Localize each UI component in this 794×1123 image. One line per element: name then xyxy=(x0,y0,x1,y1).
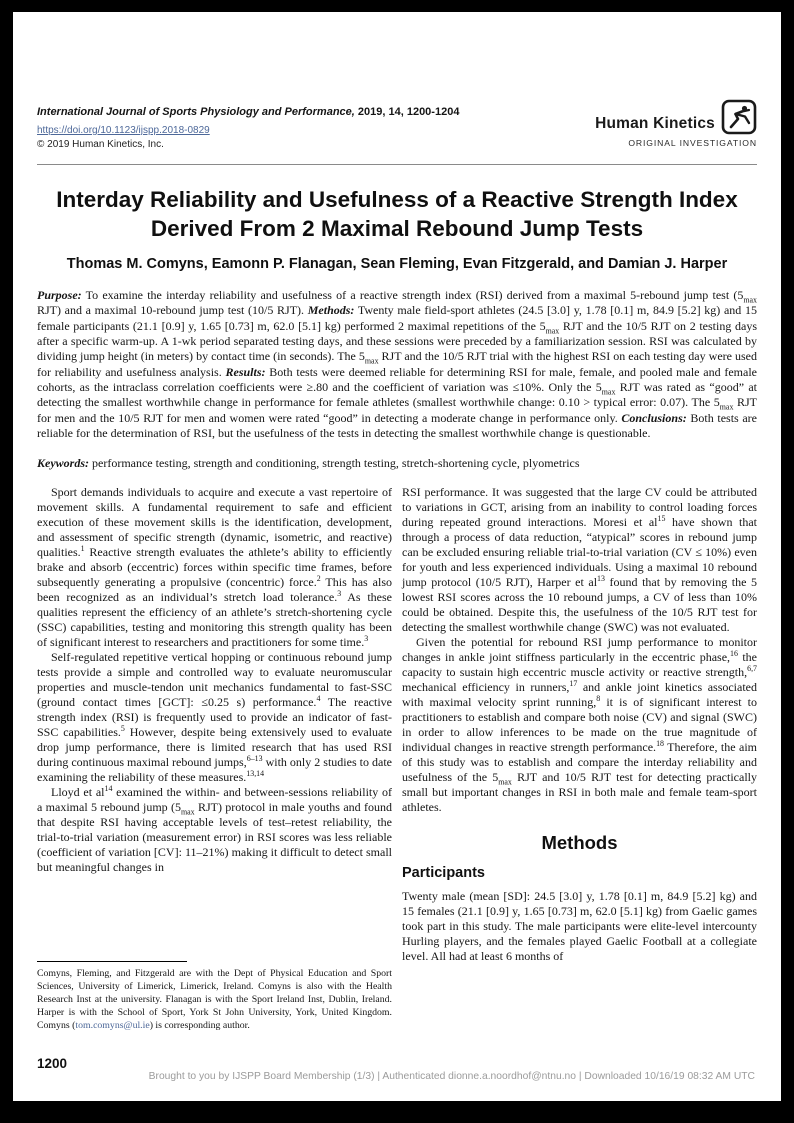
abstract-purpose-label: Purpose: xyxy=(37,287,82,302)
footnote-divider xyxy=(37,961,187,962)
journal-info xyxy=(37,105,459,151)
body-columns xyxy=(37,485,757,1033)
author-affiliations-footnote xyxy=(37,968,392,1033)
download-provenance-footer: Brought to you by IJSPP Board Membership (1/3) | Authenticated dionne.a.noordhof@ntnu.no | Downloaded 10/16/19 08:32 AM UTC xyxy=(148,1071,755,1082)
publisher-name: Human Kinetics xyxy=(595,115,715,132)
participants-paragraph: Twenty male (mean [SD]: 24.5 [3.0] y, 1.78 [0.1] m, 84.9 [5.2] kg) and 15 females (21.1 [0.9] y, 1.65 [0.73] m, 62.0 [5.1] kg) from Gaelic games took part in this study. The male participants were elite-level intercounty Hurling players, and the females played Gaelic Football at a collegiate level. All had at least 6 months of xyxy=(402,888,757,963)
journal-volume-pages: 2019, 14, 1200-1204 xyxy=(354,106,460,118)
intro-paragraph-1: Sport demands individuals to acquire and execute a vast repertoire of movement skills. A fundamental requirement to safe and efficient execution of these movement skills is the identification, development, and assessment of specific strength (dynamic, isometric, and reactive) qualities.$^1$ Reactive strength evaluates the athlete’s ability to efficiently brake and absorb (eccentric) forces within specific time frames, before subsequently generating a propulsive (concentric) force.$^2$ This has also been recognized as an individual’s stretch load tolerance.$^3$ As these qualities represent the efficiency of an athlete’s stretch-shortening cycle (SSC) capabilities, testing and monitoring this strength quality has been of significant interest to researchers and practitioners for some time.$^3$ xyxy=(37,484,393,649)
methods-section-heading: Methods xyxy=(541,831,618,853)
abstract-purpose-text: To examine the interday reliability and usefulness of a reactive strength index (RSI) derived from a maximal 5-rebound jump test ($5_{max}$ RJT) and a maximal 10-rebound jump test (10/5 RJT). xyxy=(37,287,757,318)
intro-paragraph-2: Self-regulated repetitive vertical hopping or continuous rebound jump tests provide a simple and controlled way to evaluate neuromuscular properties and muscle-tendon unit mechanics fundamental to fast-SSC (ground contact times [GCT]: ≤0.25 s) performance.$^4$ The reactive strength index (RSI) is frequently used to provide an indicator of fast-SSC capabilities.$^5$ However, despite being extensively used to evaluate drop jump performance, there is limited research that has used RSI during continuous maximal rebound jumps,$^{6-13}$ with only 2 studies to date examining the reliability of these measures.$^{13,14}$ xyxy=(37,649,393,784)
header-divider xyxy=(37,164,757,165)
abstract-results-text: Both tests were deemed reliable for determining RSI for male, female, and pooled male and female cohorts, as the intraclass correlation coefficients were ≥.80 and the coefficient of variation was ≤10%. Only the $5_{max}$ RJT was rated as “good” at detecting the smallest worthwhile change in performance for female athletes (smallest worthwhile change: 0.10 > typical error: 0.07). The $5_{max}$ RJT for men and the 10/5 RJT for men and women were rated “good” in detecting a moderate change in performance only. xyxy=(37,364,758,425)
right-column xyxy=(402,485,757,1033)
footnote-text-end: ) is corresponding author. xyxy=(149,1019,250,1031)
abstract-results-label: Results: xyxy=(225,364,266,379)
doi-link[interactable]: https://doi.org/10.1123/ijspp.2018-0829 xyxy=(37,124,210,136)
keywords-label: Keywords: xyxy=(37,455,89,470)
article-title-line-1: Interday Reliability and Usefulness of a Reactive Strength Index xyxy=(56,187,738,213)
journal-citation xyxy=(37,105,459,120)
abstract-conclusions-label: Conclusions: xyxy=(621,410,687,425)
abstract-methods-text: Twenty male field-sport athletes (24.5 [3.0] y, 1.78 [0.1] m, 84.9 [5.2] kg) and 15 female participants (21.1 [0.9] y, 1.65 [0.73] m, 62.0 [5.1] kg) performed 2 maximal repetitions of the $5_{max}$ RJT and the 10/5 RJT on 2 testing days after a specific warm-up. A 1-wk period separated testing days, and these sessions were preceded by a familiarization session. RSI was calculated by dividing jump height (in meters) by contact time (in seconds). The $5_{max}$ RJT and the 10/5 RJT trial with the highest RSI on each testing day were used for reliability and usefulness analysis. xyxy=(37,303,757,379)
human-kinetics-runner-icon xyxy=(721,99,757,135)
intro-paragraph-3: Lloyd et $al^{14}$ examined the within- and between-sessions reliability of a maximal 5 rebound jump ($5_{max}$ RJT) protocol in male youths and found that despite RSI having acceptable levels of test–retest reliability, the trial-to-trial variation (measurement error) in RSI scores was less reliable (coefficient of variation [CV]: 11–21%) making it difficult to detect small but meaningful changes in xyxy=(37,783,393,874)
intro-paragraph-5: Given the potential for rebound RSI jump performance to monitor changes in ankle joint stiffness particularly in the eccentric phase,$^{16}$ the capacity to sustain high eccentric muscle activity or reactive strength,$^{6,7}$ mechanical efficiency in runners,$^{17}$ and ankle joint kinetics associated with maximal velocity sprint running,$^8$ it is of significant interest to practitioners to establish and compare both noise (CV) and signal (SWC) in order to allow inferences to be made on the true magnitude of individual changes in reactive strength performance.$^{18}$ Therefore, the aim of this study was to establish and compare the interday reliability and usefulness of the $5_{max}$ RJT and 10/5 RJT test for detecting practically small but important changes in RSI in both male and female team-sport athletes. xyxy=(402,634,758,814)
intro-paragraph-4: RSI performance. It was suggested that the large CV could be attributed to variations in GCT, arising from an inability to control loading forces during repeated ground interactions. Moresi et $al^{15}$ have shown that through a process of data reduction, “atypical” scores in rebound jump can be excluded ensuring reliable trial-to-trial variation (CV ≤ 10%) even for youth and less experienced individuals. Using a maximal 10 rebound jump protocol (10/5 RJT), Harper et $al^{13}$ found that by removing the 5 lowest RSI scores across the 10 rebound jumps, a CV of less than 10% could be obtained. Despite this, the usefulness of the 10/5 RJT test for detecting the smallest worthwhile change (SWC) was not evaluated. xyxy=(402,484,758,634)
author-list: Thomas M. Comyns, Eamonn P. Flanagan, Sean Fleming, Evan Fitzgerald, and Damian J. Harper xyxy=(66,255,728,272)
article-type-label: ORIGINAL INVESTIGATION xyxy=(628,138,757,148)
article-title xyxy=(37,186,757,244)
publisher-block xyxy=(595,99,757,148)
article-title-line-2: Derived From 2 Maximal Rebound Jump Tests xyxy=(150,216,644,242)
masthead xyxy=(37,105,757,151)
author-footnote-block xyxy=(37,955,392,1033)
journal-name: International Journal of Sports Physiology and Performance, xyxy=(37,106,355,118)
participants-subsection-heading: Participants xyxy=(402,864,485,881)
corresponding-author-email-link[interactable]: tom.comyns@ul.ie xyxy=(75,1019,150,1031)
abstract-methods-label: Methods: xyxy=(307,303,355,318)
page-number: 1200 xyxy=(37,1056,68,1071)
left-column xyxy=(37,485,392,1033)
copyright-line: © 2019 Human Kinetics, Inc. xyxy=(37,138,164,150)
keywords-text: performance testing, strength and conditioning, strength testing, stretch-shortening cycle, plyometrics xyxy=(89,455,580,470)
abstract-conclusions-text: Both tests are reliable for the determination of RSI, but the usefulness of the tests in detecting the smallest worthwhile change is questionable. xyxy=(37,410,757,441)
keywords-line xyxy=(37,456,757,471)
footnote-text: Comyns, Fleming, and Fitzgerald are with the Dept of Physical Education and Sport Sciences, University of Limerick, Limerick, Ireland. Comyns is also with the Health Research Inst at the university. Flanagan is with the Sport Ireland Inst, Dublin, Ireland. Harper is with the School of Sport, York St John University, York, United Kingdom. Comyns ( xyxy=(37,967,392,1031)
abstract xyxy=(37,288,757,442)
